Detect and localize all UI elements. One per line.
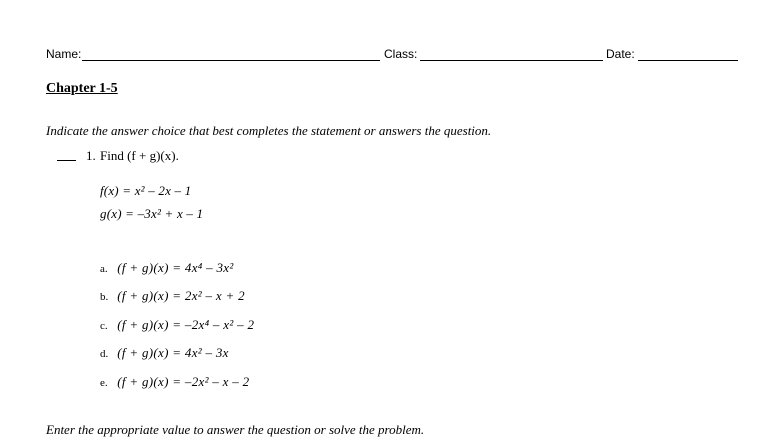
given-g: g(x) = –3x² + x – 1 xyxy=(100,206,204,221)
given-f: f(x) = x² – 2x – 1 xyxy=(100,183,192,198)
choice-expression: (f + g)(x) = 4x² – 3x xyxy=(117,345,229,360)
date-field[interactable] xyxy=(638,60,738,61)
question-prompt: Find (f + g)(x). xyxy=(100,148,179,163)
chapter-title: Chapter 1-5 xyxy=(46,81,118,96)
choice-b[interactable] xyxy=(100,288,245,304)
answer-blank[interactable] xyxy=(57,160,76,161)
name-label: Name: xyxy=(46,47,82,61)
choice-label: a. xyxy=(100,263,108,275)
name-field[interactable] xyxy=(82,60,380,61)
question-number: 1. xyxy=(86,148,96,163)
choice-label: c. xyxy=(100,320,108,332)
choice-expression: (f + g)(x) = 4x⁴ – 3x² xyxy=(117,260,234,275)
class-field[interactable] xyxy=(420,60,603,61)
choice-expression: (f + g)(x) = –2x⁴ – x² – 2 xyxy=(117,317,255,332)
choice-label: d. xyxy=(100,348,109,360)
choice-label: b. xyxy=(100,291,109,303)
class-label: Class: xyxy=(384,47,418,61)
choice-e[interactable] xyxy=(100,374,249,390)
choice-label: e. xyxy=(100,377,108,389)
choice-a[interactable] xyxy=(100,260,234,276)
choice-expression: (f + g)(x) = 2x² – x + 2 xyxy=(117,288,245,303)
choice-c[interactable] xyxy=(100,317,254,333)
choice-d[interactable] xyxy=(100,345,229,361)
date-label: Date: xyxy=(606,47,635,61)
section-instructions-2: Enter the appropriate value to answer the question or solve the problem. xyxy=(46,422,425,437)
section-instructions: Indicate the answer choice that best completes the statement or answers the question. xyxy=(46,123,492,138)
choice-expression: (f + g)(x) = –2x² – x – 2 xyxy=(117,374,250,389)
